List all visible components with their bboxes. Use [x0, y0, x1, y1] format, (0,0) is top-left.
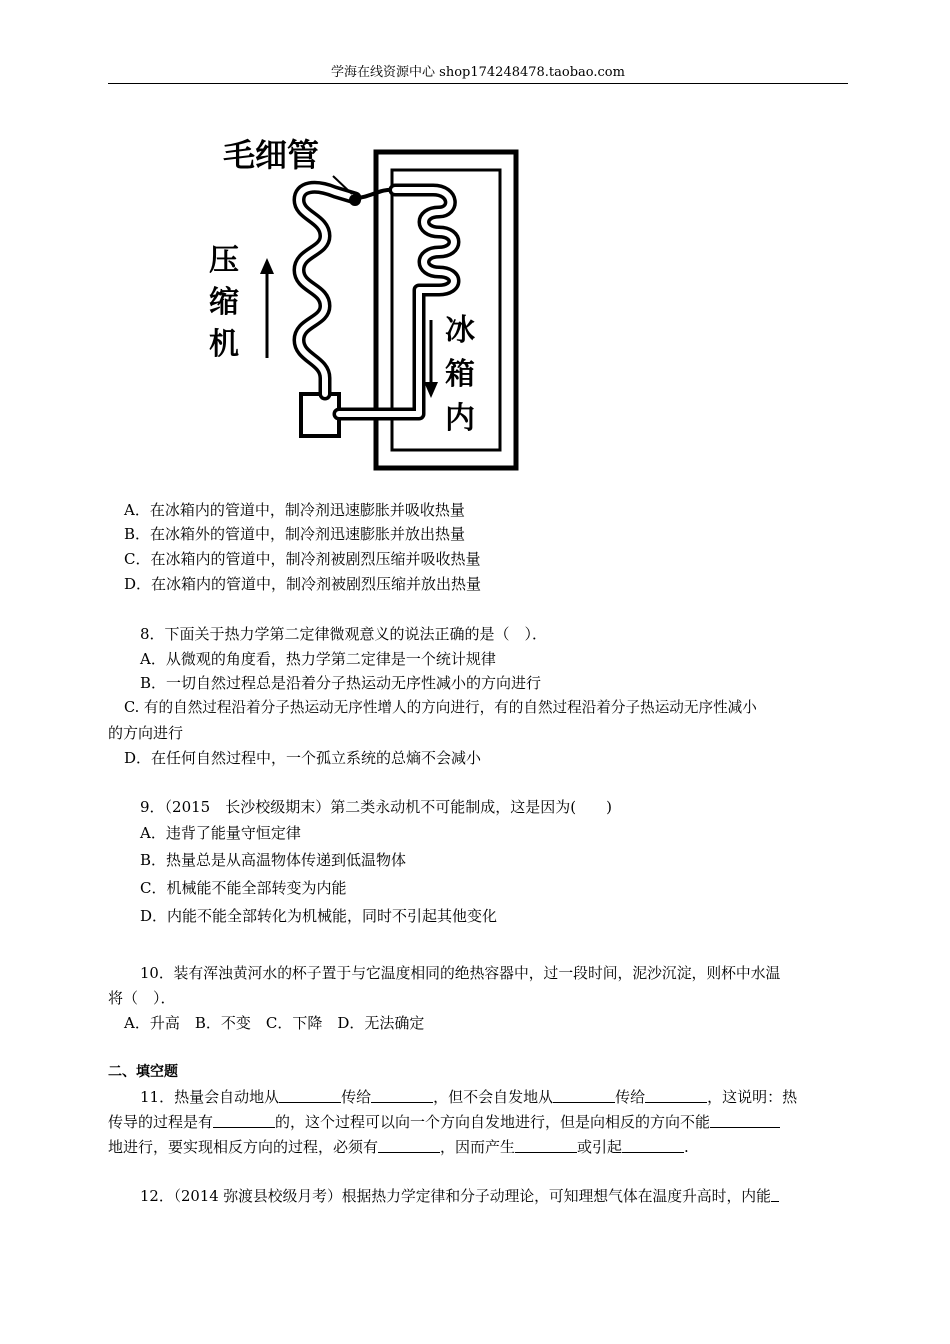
q11-text: 传导的过程是有 — [108, 1113, 214, 1131]
q11-line1 — [140, 1085, 797, 1109]
capillary-label: 毛细管 — [223, 136, 320, 174]
q9-option-b: B．热量总是从高温物体传递到低温物体 — [140, 851, 407, 869]
fridge-label-3: 内 — [445, 401, 475, 436]
q7-option-b: B．在冰箱外的管道中，制冷剂迅速膨胀并放出热量 — [124, 525, 466, 543]
up-arrowhead — [260, 258, 274, 274]
q8-stem: 8．下面关于热力学第二定律微观意义的说法正确的是（ ）． — [140, 625, 548, 643]
fill-blank[interactable] — [553, 1086, 615, 1103]
fill-blank[interactable] — [279, 1086, 341, 1103]
section-title: 二、填空题 — [108, 1064, 178, 1080]
q11-text: 11．热量会自动地从 — [140, 1088, 280, 1106]
q9-option-d: D．内能不能全部转化为机械能，同时不引起其他变化 — [140, 907, 498, 925]
q8-option-b: B．一切自然过程总是沿着分子热运动无序性减小的方向进行 — [140, 674, 542, 692]
fill-blank[interactable] — [710, 1111, 780, 1128]
q11-text: 的，这个过程可以向一个方向自发地进行，但是向相反的方向不能 — [275, 1113, 711, 1131]
q8-option-a: A．从微观的角度看，热力学第二定律是一个统计规律 — [140, 650, 496, 668]
refrigerator-diagram — [205, 128, 525, 473]
q12-line1 — [140, 1185, 779, 1209]
q11-text: 地进行，要实现相反方向的过程，必须有 — [108, 1138, 379, 1156]
condenser-coil — [299, 187, 355, 394]
fill-blank[interactable] — [378, 1136, 440, 1153]
page-header: 学海在线资源中心 shop174248478.taobao.com — [331, 65, 625, 80]
q8-option-c-line2: 的方向进行 — [108, 724, 184, 742]
q10-options: A．升高 B．不变 C．下降 D．无法确定 — [124, 1014, 425, 1032]
fridge-label-2: 箱 — [445, 357, 475, 392]
header-divider — [108, 83, 848, 84]
fill-blank[interactable] — [515, 1136, 577, 1153]
fill-blank[interactable] — [371, 1086, 433, 1103]
q10-stem-line1: 10．装有浑浊黄河水的杯子置于与它温度相同的绝热容器中，过一段时间，泥沙沉淀，则杯中水温 — [140, 965, 781, 982]
q11-text: 传给 — [615, 1088, 646, 1106]
q12-text: 12．（2014 弥渡县校级月考）根据热力学定律和分子动理论，可知理想气体在温度升高时，内能 — [140, 1188, 771, 1205]
compressor-label-2: 缩 — [209, 285, 239, 320]
q8-option-d: D．在任何自然过程中，一个孤立系统的总熵不会减小 — [124, 749, 482, 767]
q11-line2 — [108, 1110, 780, 1134]
compressor-label-3: 机 — [209, 327, 239, 362]
q11-text: ，因而产生 — [440, 1138, 516, 1156]
q11-text: . — [684, 1138, 689, 1156]
q11-text: ，但不会自发地从 — [433, 1088, 554, 1106]
q7-option-c: C．在冰箱内的管道中，制冷剂被剧烈压缩并吸收热量 — [124, 550, 481, 568]
fridge-label-1: 冰 — [445, 313, 475, 348]
fill-blank[interactable] — [213, 1111, 275, 1128]
fill-blank[interactable] — [771, 1185, 779, 1202]
q7-option-a: A．在冰箱内的管道中，制冷剂迅速膨胀并吸收热量 — [124, 501, 465, 519]
q10-stem-line2: 将（ ）． — [108, 989, 176, 1007]
capillary-joint — [349, 194, 361, 206]
q9-stem: 9．（2015 长沙校级期末）第二类永动机不可能制成，这是因为( ) — [140, 798, 612, 816]
q11-text: 或引起 — [577, 1138, 623, 1156]
q9-option-a: A．违背了能量守恒定律 — [140, 824, 301, 842]
evaporator-coil — [339, 190, 454, 414]
q7-option-d: D．在冰箱内的管道中，制冷剂被剧烈压缩并放出热量 — [124, 575, 482, 593]
q11-text: ，这说明：热 — [707, 1088, 798, 1106]
q11-line3 — [108, 1135, 689, 1159]
compressor-label-1: 压 — [209, 243, 239, 278]
down-arrowhead — [424, 382, 438, 398]
fill-blank[interactable] — [622, 1136, 684, 1153]
q8-option-c-line1: C. 有的自然过程沿着分子热运动无序性增人的方向进行，有的自然过程沿着分子热运动无序性减小 — [124, 699, 757, 716]
q11-text: 传给 — [341, 1088, 372, 1106]
q9-option-c: C．机械能不能全部转变为内能 — [140, 879, 347, 897]
fill-blank[interactable] — [645, 1086, 707, 1103]
